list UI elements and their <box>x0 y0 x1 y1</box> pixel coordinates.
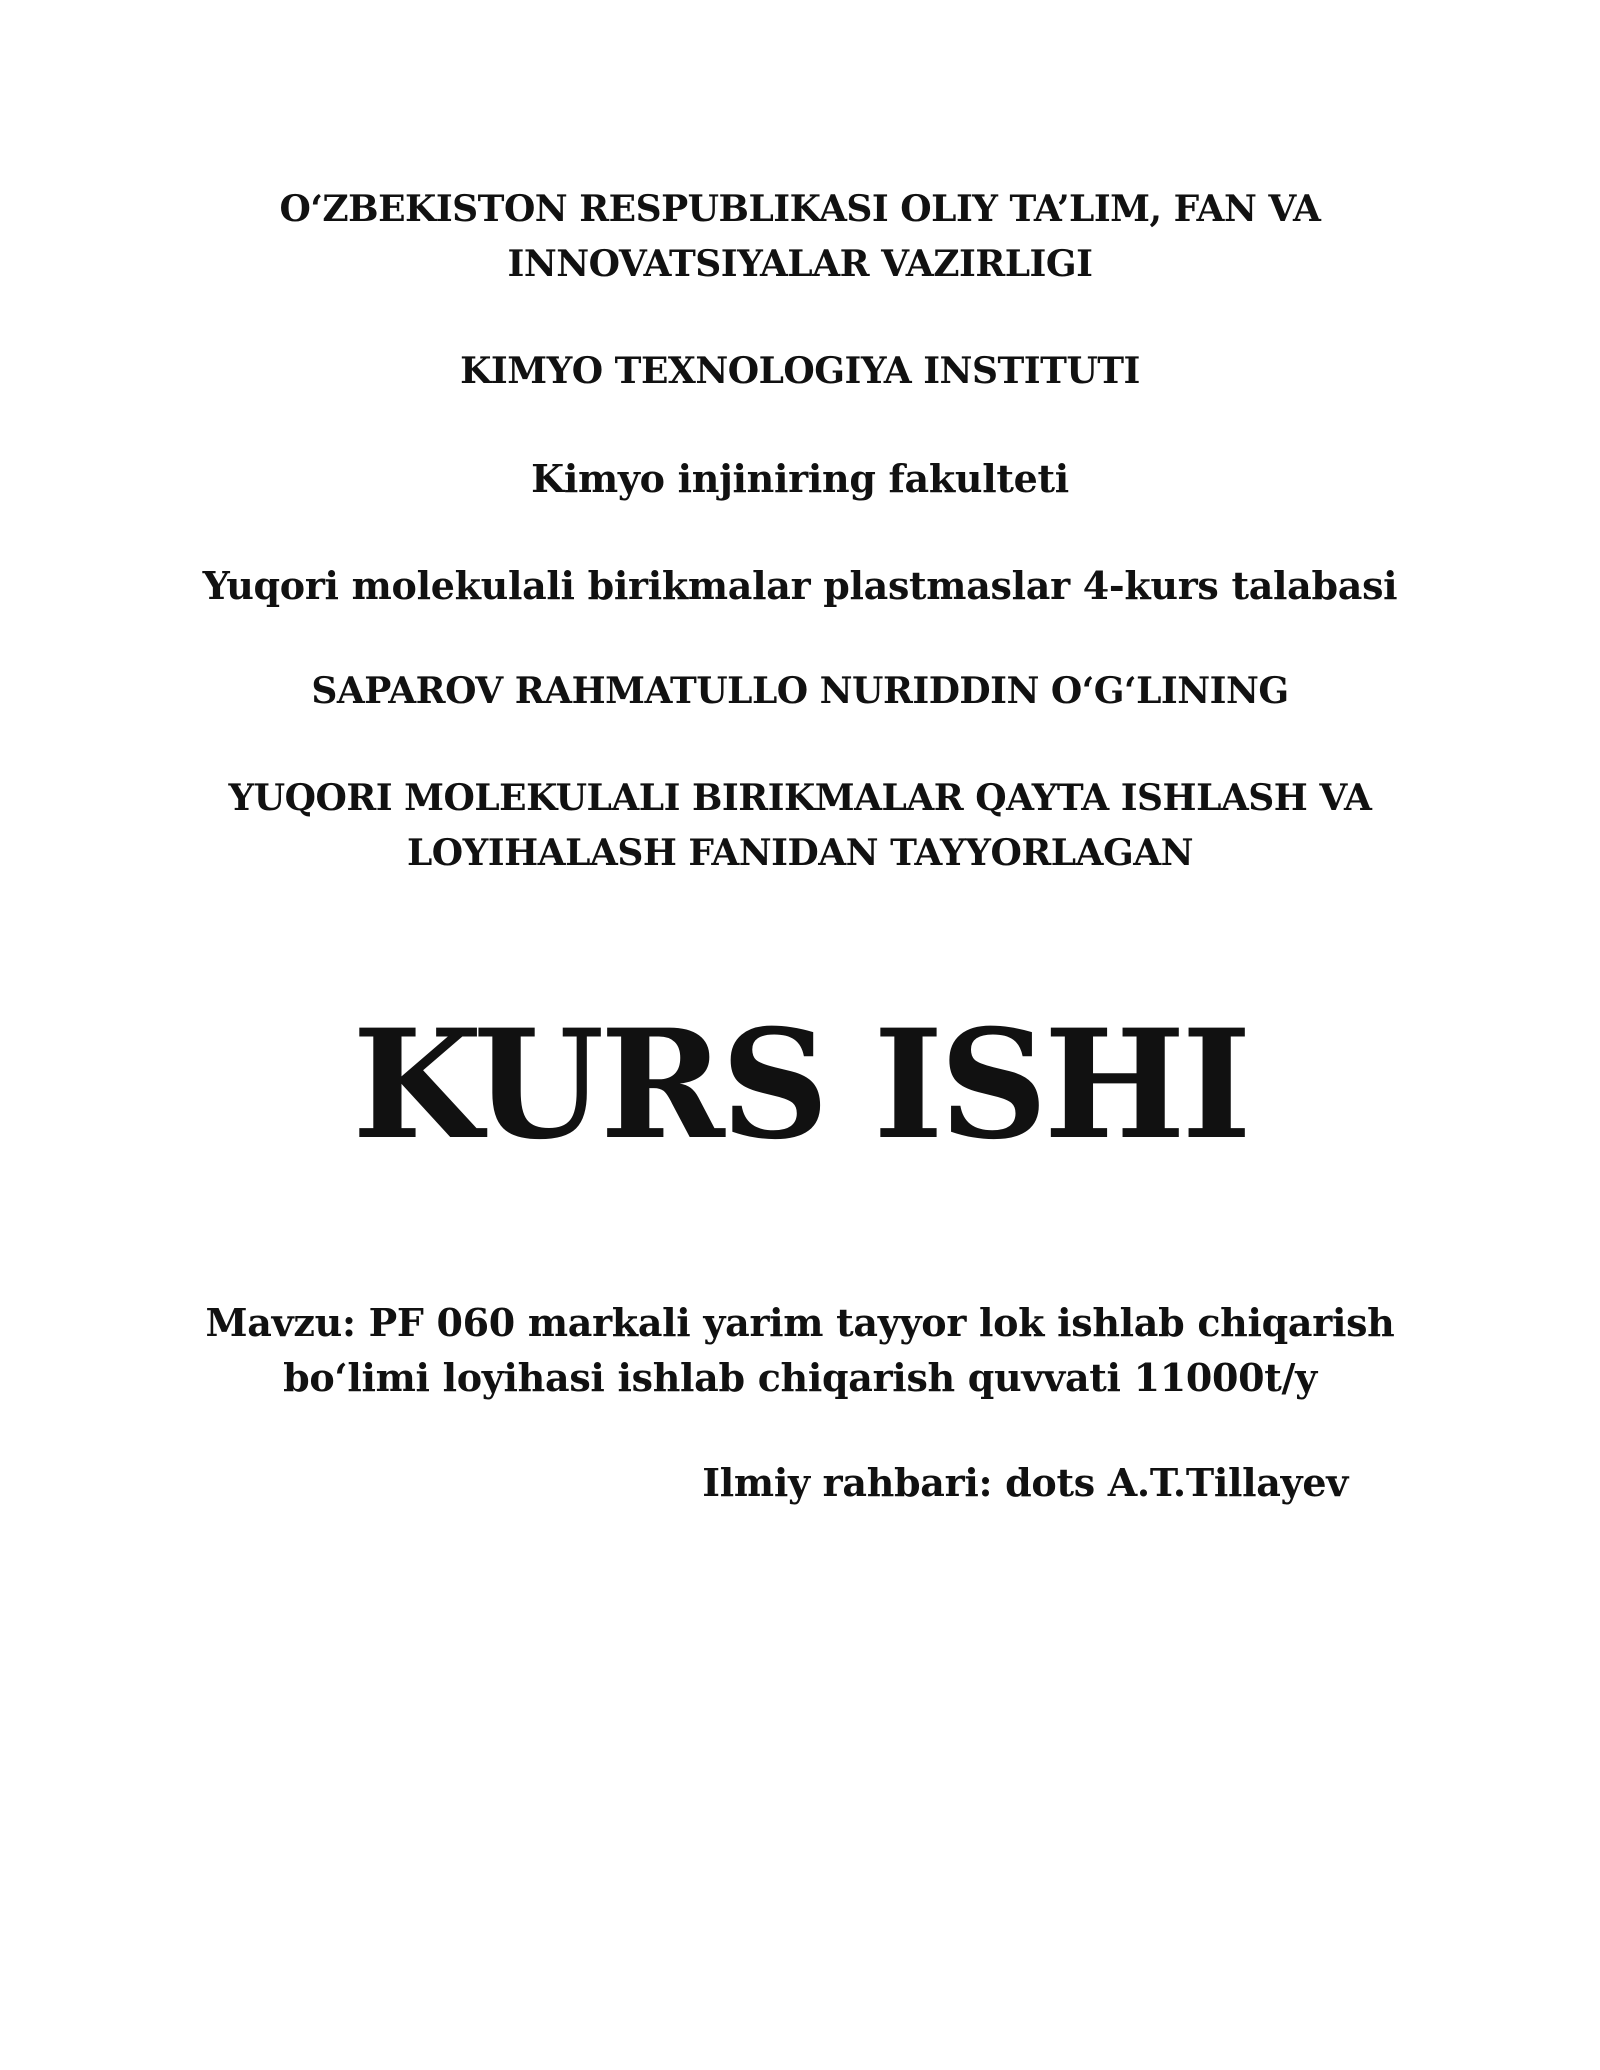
institute-name: KIMYO TEXNOLOGIYA INSTITUTI <box>460 350 1140 392</box>
ministry-line-2: INNOVATSIYALAR VAZIRLIGI <box>507 243 1093 285</box>
subject-line-1: YUQORI MOLEKULALI BIRIKMALAR QAYTA ISHLASH VA <box>228 777 1372 819</box>
supervisor: Ilmiy rahbari: dots A.T.Tillayev <box>702 1460 1348 1505</box>
student-course: Yuqori molekulali birikmalar plastmaslar 4-kurs talabasi <box>202 563 1398 608</box>
topic-line-2: bo‘limi loyihasi ishlab chiqarish quvvati 11000t/y <box>283 1355 1317 1400</box>
student-name: SAPAROV RAHMATULLO NURIDDIN O‘G‘LINING <box>311 670 1289 712</box>
document-type-title: KURS ISHI <box>352 997 1248 1173</box>
subject-line-2: LOYIHALASH FANIDAN TAYYORLAGAN <box>406 832 1194 874</box>
ministry-line-1: O‘ZBEKISTON RESPUBLIKASI OLIY TA’LIM, FAN VA <box>279 188 1321 230</box>
faculty-name: Kimyo injiniring fakulteti <box>531 456 1069 501</box>
topic-line-1: Mavzu: PF 060 markali yarim tayyor lok ishlab chiqarish <box>205 1300 1395 1345</box>
